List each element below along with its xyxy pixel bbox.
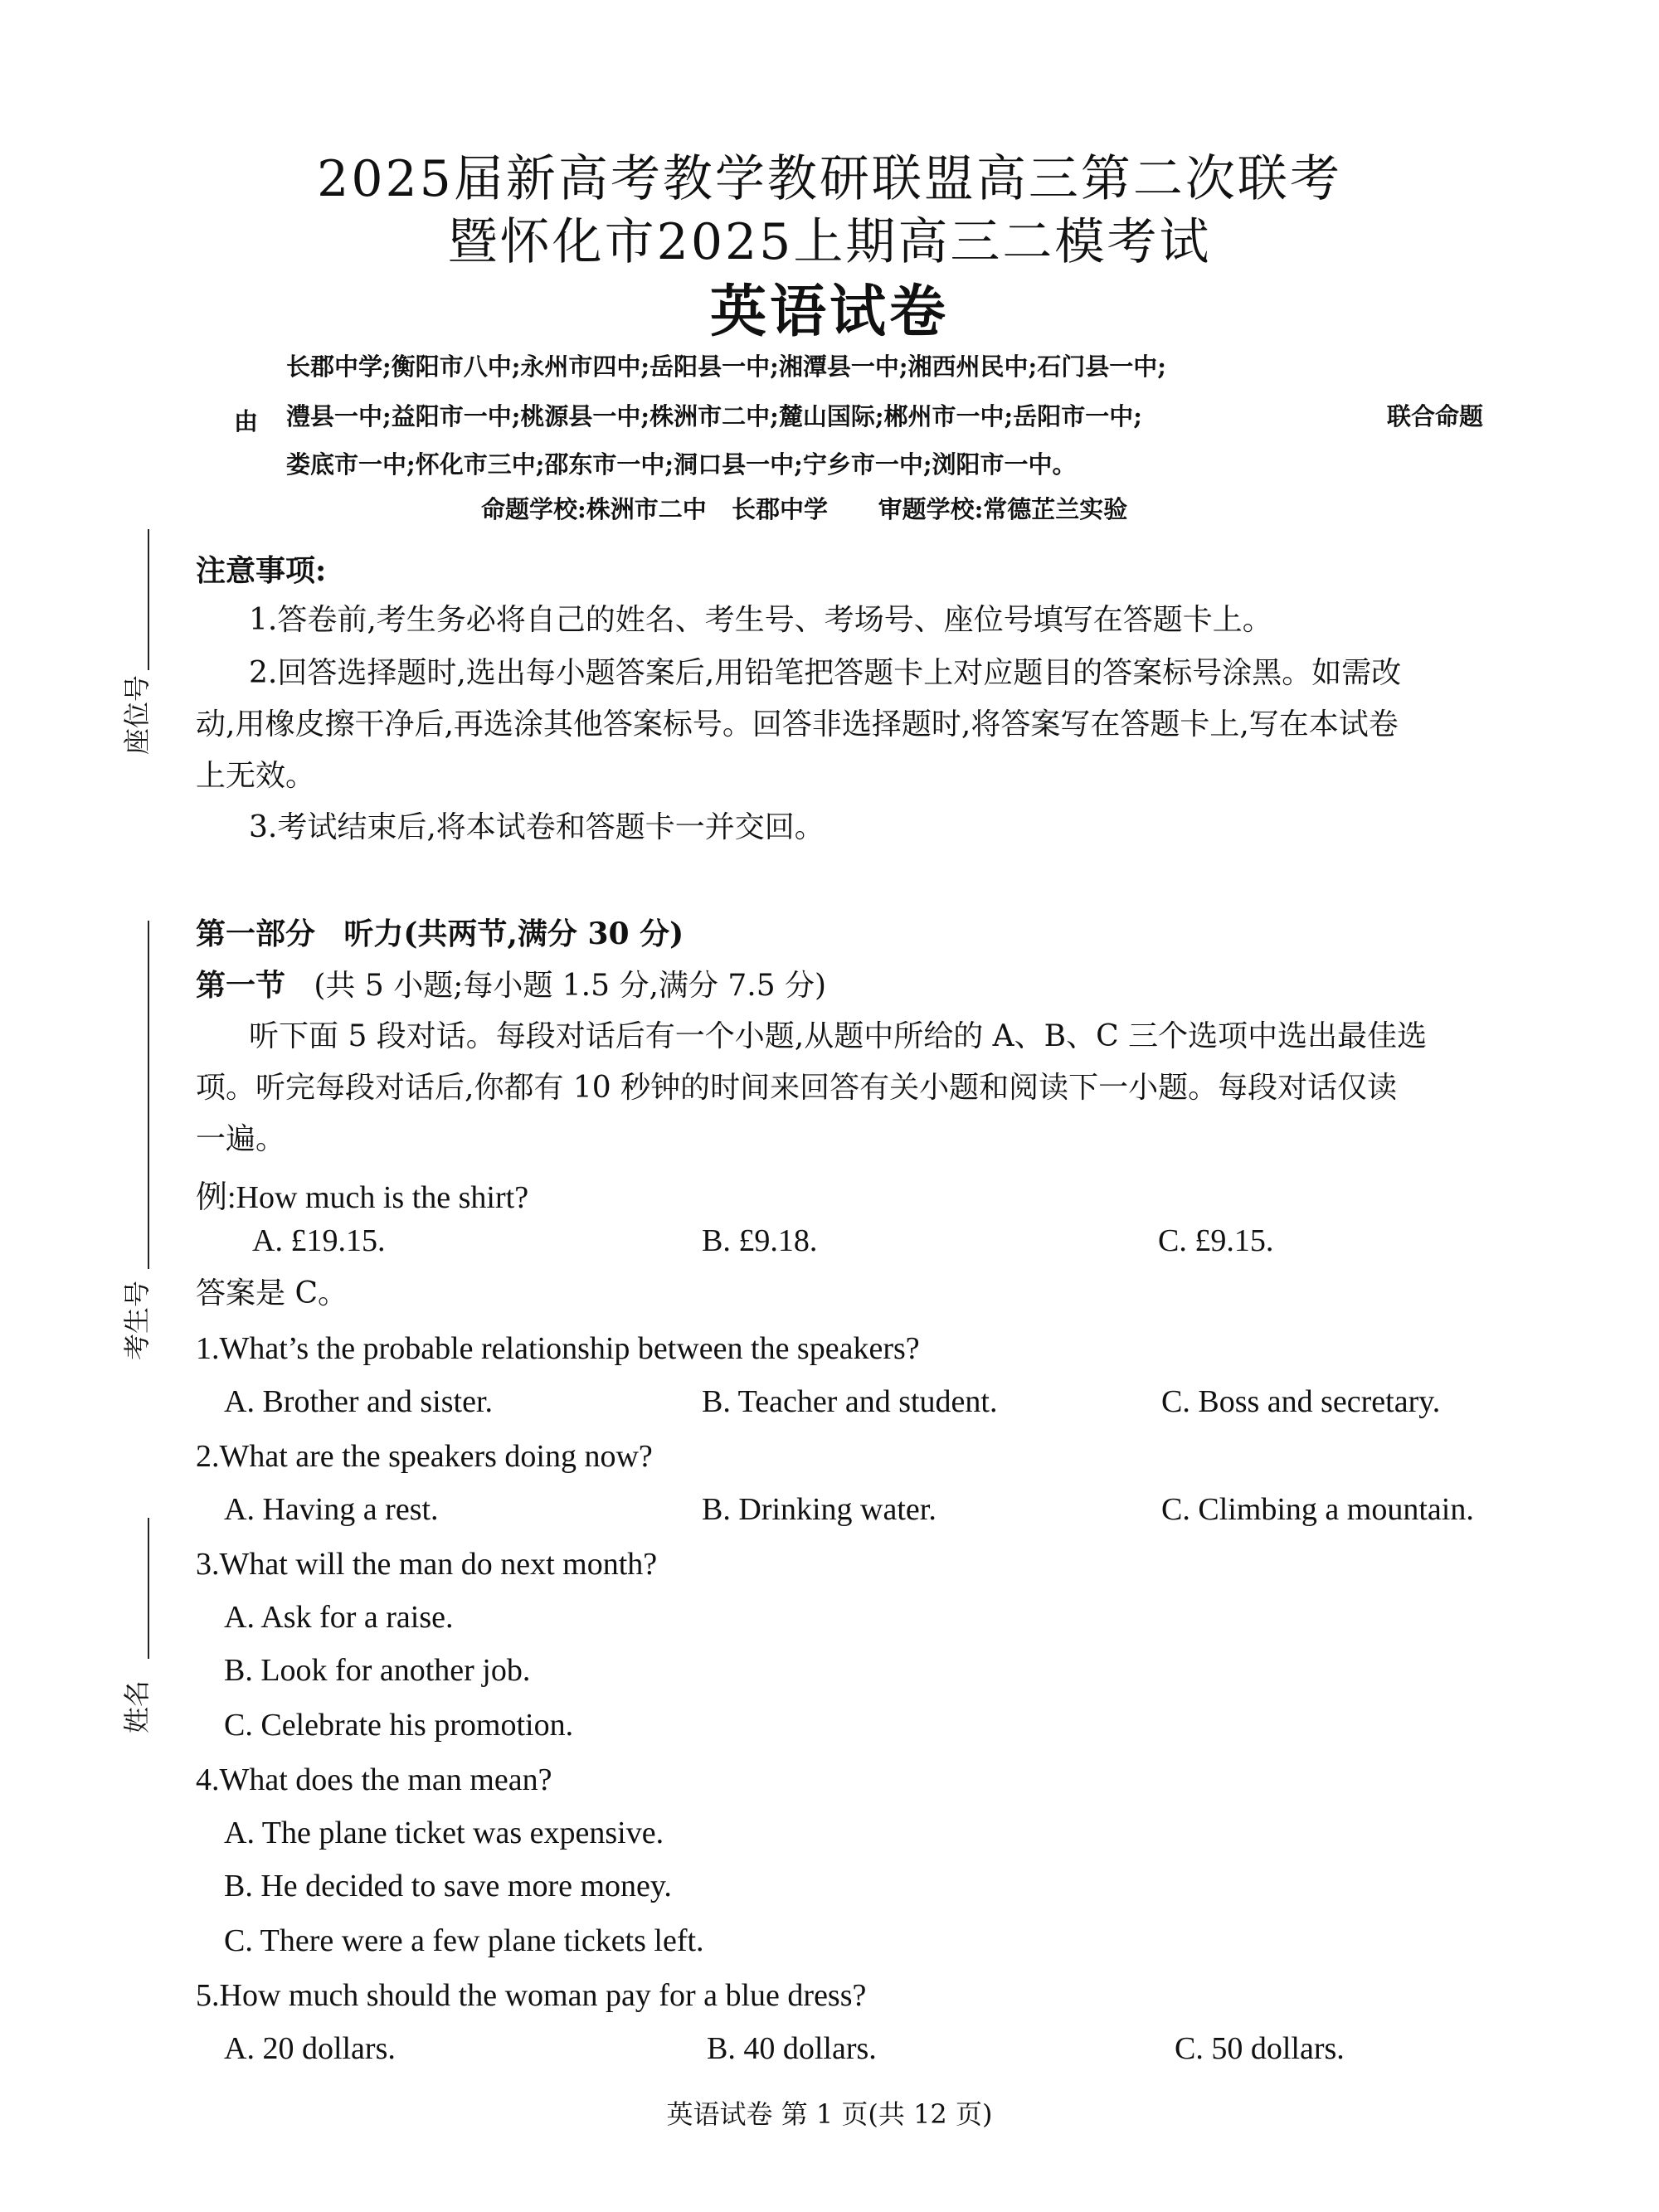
instruction-line1: 听下面 5 段对话。每段对话后有一个小题,从题中所给的 A、B、C 三个选项中选出最佳选 bbox=[249, 1019, 1428, 1053]
example-answer: 答案是 C。 bbox=[196, 1276, 348, 1310]
instruction-line3: 一遍。 bbox=[196, 1122, 286, 1156]
q2-option-a: A. Having a rest. bbox=[224, 1492, 439, 1527]
notice-item-1: 1.答卷前,考生务必将自己的姓名、考生号、考场号、座位号填写在答题卡上。 bbox=[249, 603, 1272, 637]
question-3: 3.What will the man do next month? bbox=[196, 1547, 658, 1582]
example-question: 例:How much is the shirt? bbox=[196, 1180, 529, 1215]
example-option-b: B. £9.18. bbox=[702, 1223, 818, 1258]
q4-option-c: C. There were a few plane tickets left. bbox=[224, 1923, 704, 1958]
q2-option-c: C. Climbing a mountain. bbox=[1161, 1492, 1474, 1527]
page-footer: 英语试卷 第 1 页(共 12 页) bbox=[666, 2098, 993, 2130]
exam-number-label: 考生号 bbox=[121, 1280, 153, 1360]
you-label: 由 bbox=[234, 407, 259, 435]
proposer-line: 命题学校:株洲市二中 长郡中学 审题学校:常德芷兰实验 bbox=[481, 495, 1128, 523]
seat-line bbox=[148, 529, 149, 670]
q5-option-a: A. 20 dollars. bbox=[224, 2031, 396, 2066]
joint-proposition-label: 联合命题 bbox=[1387, 402, 1484, 430]
notice-heading: 注意事项: bbox=[196, 553, 327, 588]
seat-label: 座位号 bbox=[121, 674, 153, 755]
instruction-line2: 项。听完每段对话后,你都有 10 秒钟的时间来回答有关小题和阅读下一小题。每段对话仅读 bbox=[196, 1071, 1398, 1105]
section1-label: 第一节 bbox=[196, 968, 286, 1003]
example-option-c: C. £9.15. bbox=[1158, 1223, 1274, 1258]
question-5: 5.How much should the woman pay for a blue dress? bbox=[196, 1978, 867, 2013]
section1-heading bbox=[196, 960, 826, 1011]
part1-heading-label: 第一部分 bbox=[196, 916, 316, 951]
example-option-a: A. £19.15. bbox=[252, 1223, 386, 1258]
question-4: 4.What does the man mean? bbox=[196, 1762, 552, 1797]
name-line bbox=[148, 1518, 149, 1659]
schools-line2: 澧县一中;益阳市一中;桃源县一中;株洲市二中;麓山国际;郴州市一中;岳阳市一中; bbox=[286, 402, 1142, 430]
exam-title-line1: 2025届新高考教学教研联盟高三第二次联考 bbox=[317, 150, 1342, 208]
section1-text: (共 5 小题;每小题 1.5 分,满分 7.5 分) bbox=[314, 969, 827, 1003]
question-1: 1.What’s the probable relationship between the speakers? bbox=[196, 1331, 920, 1366]
exam-subject-title: 英语试卷 bbox=[709, 279, 949, 345]
q1-option-b: B. Teacher and student. bbox=[702, 1384, 998, 1419]
name-label: 姓名 bbox=[121, 1680, 153, 1733]
exam-title-line2: 暨怀化市2025上期高三二模考试 bbox=[447, 213, 1212, 271]
q3-option-b: B. Look for another job. bbox=[224, 1653, 531, 1688]
notice-item-2-line3: 上无效。 bbox=[196, 759, 316, 793]
q4-option-a: A. The plane ticket was expensive. bbox=[224, 1816, 664, 1850]
part1-heading bbox=[196, 909, 684, 960]
notice-item-2-line2: 动,用橡皮擦干净后,再选涂其他答案标号。回答非选择题时,将答案写在答题卡上,写在本试卷 bbox=[196, 707, 1399, 741]
notice-item-2-line1: 2.回答选择题时,选出每小题答案后,用铅笔把答题卡上对应题目的答案标号涂黑。如需改 bbox=[249, 656, 1402, 690]
schools-line1: 长郡中学;衡阳市八中;永州市四中;岳阳县一中;湘潭县一中;湘西州民中;石门县一中; bbox=[286, 352, 1166, 381]
q2-option-b: B. Drinking water. bbox=[702, 1492, 937, 1527]
q5-option-c: C. 50 dollars. bbox=[1175, 2031, 1345, 2066]
q1-option-a: A. Brother and sister. bbox=[224, 1384, 494, 1419]
q3-option-c: C. Celebrate his promotion. bbox=[224, 1708, 574, 1743]
exam-number-line bbox=[148, 921, 149, 1269]
q3-option-a: A. Ask for a raise. bbox=[224, 1600, 454, 1635]
part1-heading-text: 听力(共两节,满分 30 分) bbox=[343, 916, 684, 951]
schools-line3: 娄底市一中;怀化市三中;邵东市一中;洞口县一中;宁乡市一中;浏阳市一中。 bbox=[286, 450, 1077, 479]
q1-option-c: C. Boss and secretary. bbox=[1161, 1384, 1441, 1419]
question-2: 2.What are the speakers doing now? bbox=[196, 1439, 653, 1474]
q5-option-b: B. 40 dollars. bbox=[707, 2031, 877, 2066]
q4-option-b: B. He decided to save more money. bbox=[224, 1869, 672, 1903]
notice-item-3: 3.考试结束后,将本试卷和答题卡一并交回。 bbox=[249, 810, 825, 844]
